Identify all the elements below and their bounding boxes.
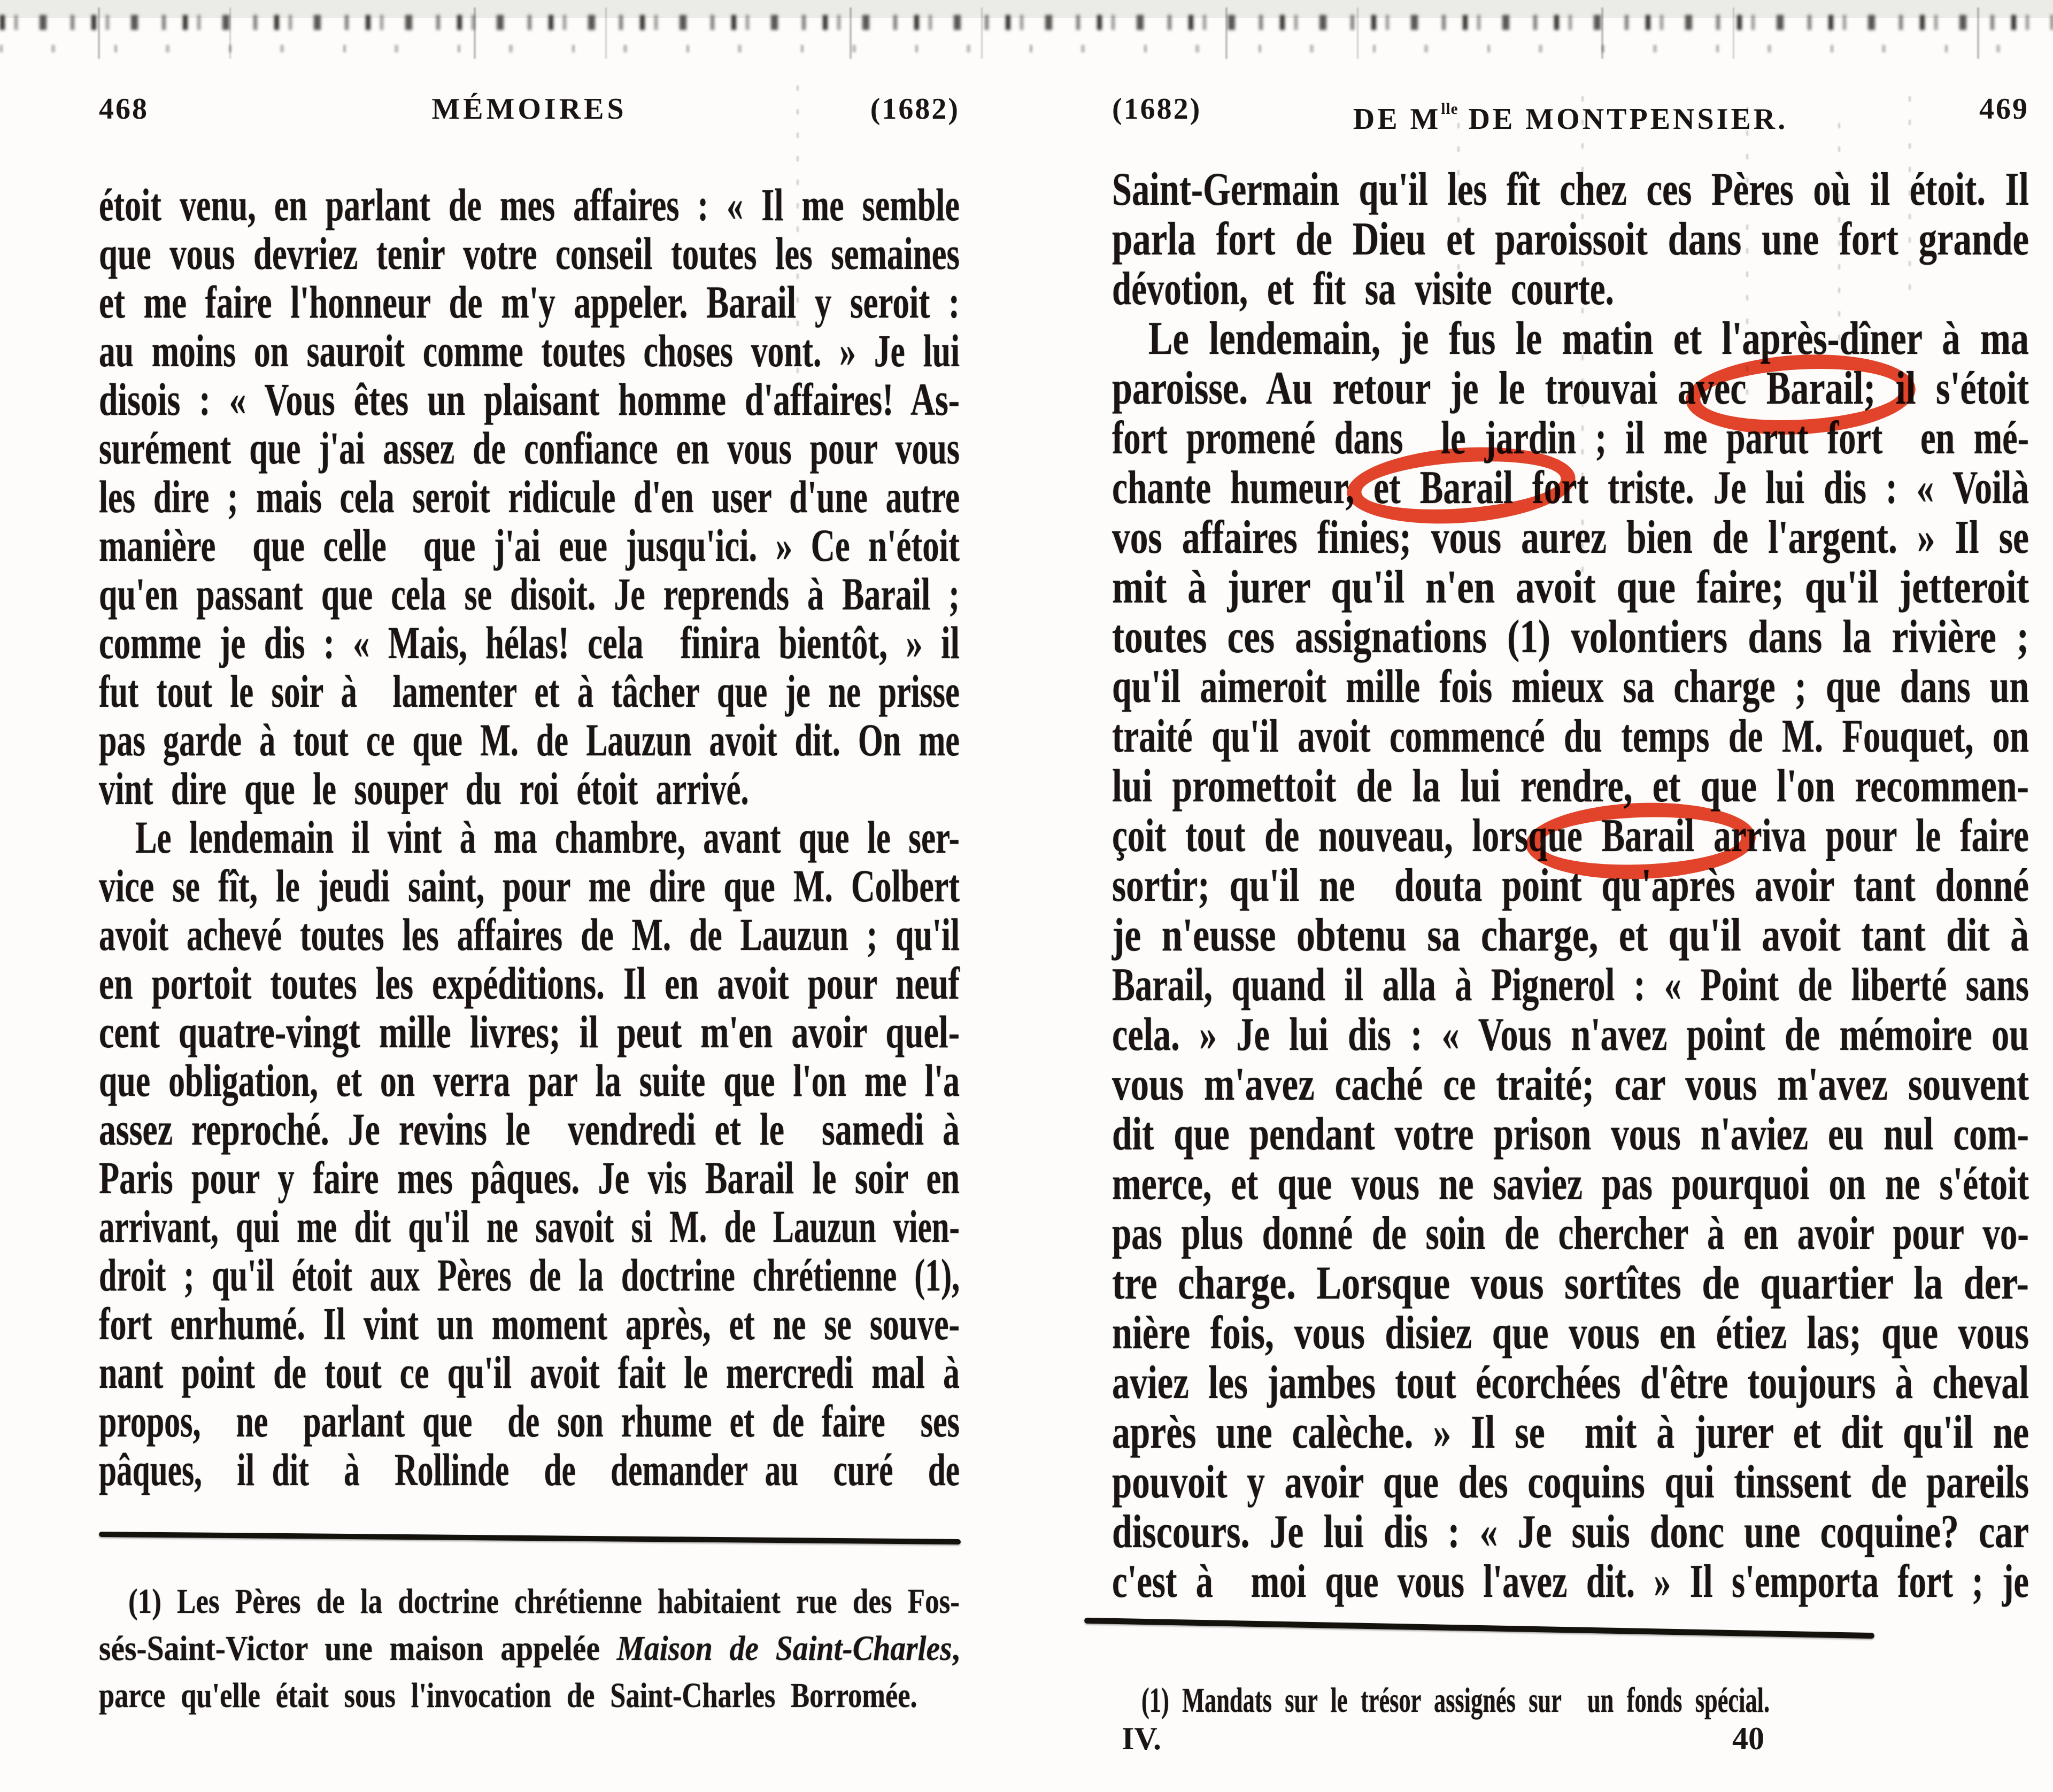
text-line: dit que pendant votre prison vous n'aviez eu nul com-: [1112, 1108, 2029, 1160]
text-line: Le lendemain il vint à ma chambre, avant que le ser-: [135, 812, 960, 863]
text-line: vous m'avez caché ce traité; car vous m'avez souvent: [1112, 1059, 2029, 1110]
text-line: assez reproché. Je revins le vendredi et le samedi à: [99, 1103, 960, 1155]
scan-noise-ticks: [0, 7, 2053, 59]
text-line: discours. Je lui dis : « Je suis donc une coquine? car: [1112, 1506, 2029, 1558]
text-line: et me faire l'honneur de m'y appeler. Barail y seroit :: [99, 276, 960, 328]
text-line: pâques, il dit à Rollinde de demander au curé de: [99, 1444, 960, 1495]
text-line: çoit tout de nouveau, lorsque Barail arriva pour le faire: [1112, 810, 2029, 862]
right-margin-year: (1682): [1112, 92, 1202, 126]
left-text-column: [99, 181, 960, 1494]
text-line: Barail, quand il alla à Pignerol : « Point de liberté sans: [1112, 959, 2029, 1011]
text-line: je n'eusse obtenu sa charge, et qu'il avoit tant dit à: [1112, 909, 2029, 961]
text-line: arrivant, qui me dit qu'il ne savoit si M. de Lauzun vien-: [99, 1201, 960, 1252]
text-line: (1) Mandats sur le trésor assignés sur un fonds spécial.: [1141, 1681, 1770, 1720]
text-line: nant point de tout ce qu'il avoit fait le mercredi mal à: [99, 1347, 960, 1398]
text-line: étoit venu, en parlant de mes affaires : « Il me semble: [99, 179, 960, 230]
text-line: fort enrhumé. Il vint un moment après, et ne se souve-: [99, 1298, 960, 1349]
text-line: vint dire que le souper du roi étoit arrivé.: [99, 763, 749, 814]
right-footnote-rule: [1084, 1618, 1874, 1639]
text-line: lui promettoit de la lui rendre, et que l'on recommen-: [1112, 760, 2029, 812]
text-line: Saint-Germain qu'il les fît chez ces Pères où il étoit. Il: [1112, 164, 2029, 215]
text-line: paroisse. Au retour je le trouvai avec Barail; il s'étoit: [1112, 362, 2029, 414]
text-line: pas plus donné de soin de chercher à en avoir pour vo-: [1112, 1208, 2029, 1260]
text-line: parla fort de Dieu et paroissoit dans une fort grande: [1112, 213, 2029, 265]
text-line: que obligation, et on verra par la suite que l'on me l'a: [99, 1055, 960, 1106]
text-line: aviez les jambes tout écorchées d'être toujours à cheval: [1112, 1357, 2029, 1409]
text-line: cela. » Je lui dis : « Vous n'avez point de mémoire ou: [1112, 1009, 2029, 1061]
text-line: toutes ces assignations (1) volontiers dans la rivière ;: [1112, 611, 2029, 663]
text-line: fort promené dans le jardin ; il me parut fort en mé-: [1112, 412, 2029, 464]
volume-mark: IV.: [1122, 1721, 1161, 1756]
title-superscript: lle: [1441, 101, 1458, 118]
text-line: dévotion, et fit sa visite courte.: [1112, 263, 1614, 315]
text-line: parce qu'elle était sous l'invocation de Saint-Charles Borromée.: [99, 1676, 917, 1715]
text-line: que vous devriez tenir votre conseil toutes les semaines: [99, 228, 960, 279]
text-line: disois : « Vous êtes un plaisant homme d'affaires! As-: [99, 374, 960, 425]
text-line: droit ; qu'il étoit aux Pères de la doctrine chrétienne (1),: [99, 1249, 960, 1301]
text-line: cent quatre-vingt mille livres; il peut m'en avoir quel-: [99, 1006, 960, 1057]
title-pre: DE M: [1353, 103, 1441, 136]
text-line: vice se fît, le jeudi saint, pour me dire que M. Colbert: [99, 860, 960, 912]
text-line: sés-Saint-Victor une maison appelée Maison de Saint-Charles,: [99, 1629, 960, 1668]
text-line: qu'en passant que cela se disoit. Je reprends à Barail ;: [99, 568, 960, 620]
text-line: Paris pour y faire mes pâques. Je vis Barail le soir en: [99, 1152, 960, 1203]
right-footnote: [1112, 1678, 1770, 1724]
text-line: les dire ; mais cela seroit ridicule d'en user d'une autre: [99, 471, 960, 522]
text-line: qu'il aimeroit mille fois mieux sa charge ; que dans un: [1112, 661, 2029, 713]
text-line: avoit achevé toutes les affaires de M. de Lauzun ; qu'il: [99, 909, 960, 960]
text-line: nière fois, vous disiez que vous en étiez las; que vous: [1112, 1307, 2029, 1359]
left-footnote: [99, 1578, 960, 1719]
text-line: manière que celle que j'ai eue jusqu'ici. » Ce n'étoit: [99, 520, 960, 571]
left-margin-year: (1682): [870, 92, 960, 126]
text-line: chante humeur, et Barail fort triste. Je lui dis : « Voilà: [1112, 462, 2029, 514]
text-line: sortir; qu'il ne douta point qu'après avoir tant donné: [1112, 860, 2029, 912]
text-line: comme je dis : « Mais, hélas! cela finira bientôt, » il: [99, 617, 960, 668]
text-line: surément que j'ai assez de confiance en vous pour vous: [99, 422, 960, 474]
text-line: propos, ne parlant que de son rhume et de faire ses: [99, 1395, 960, 1447]
text-line: pouvoit y avoir que des coquins qui tinssent de pareils: [1112, 1456, 2029, 1508]
text-line: (1) Les Pères de la doctrine chrétienne habitaient rue des Fos-: [128, 1582, 960, 1621]
text-line: c'est à moi que vous l'avez dit. » Il s'emporta fort ; je: [1112, 1556, 2029, 1608]
text-line: vos affaires finies; vous aurez bien de l'argent. » Il se: [1112, 512, 2029, 563]
text-line: en portoit toutes les expéditions. Il en avoit pour neuf: [99, 957, 960, 1009]
text-line: mit à jurer qu'il n'en avoit que faire; qu'il jetteroit: [1112, 561, 2029, 613]
text-line: pas garde à tout ce que M. de Lauzun avoit dit. On me: [99, 714, 960, 766]
text-line: après une calèche. » Il se mit à jurer et dit qu'il ne: [1112, 1407, 2029, 1458]
text-line: merce, et que vous ne saviez pas pourquoi on ne s'étoit: [1112, 1158, 2029, 1210]
right-page-number: 469: [1979, 92, 2029, 126]
text-line: fut tout le soir à lamenter et à tâcher que je ne prisse: [99, 666, 960, 717]
text-line: traité qu'il avoit commencé du temps de M. Fouquet, on: [1112, 710, 2029, 762]
left-page-number: 468: [99, 92, 149, 126]
text-line: au moins on sauroit comme toutes choses vont. » Je lui: [99, 325, 960, 376]
left-running-title: MÉMOIRES: [431, 92, 627, 126]
left-footnote-rule: [99, 1532, 961, 1544]
signature-mark: 40: [1732, 1721, 1764, 1756]
title-post: DE MONTPENSIER.: [1458, 103, 1788, 136]
text-line: Le lendemain, je fus le matin et l'après-dîner à ma: [1148, 313, 2029, 365]
text-line: tre charge. Lorsque vous sortîtes de quartier la der-: [1112, 1257, 2029, 1309]
